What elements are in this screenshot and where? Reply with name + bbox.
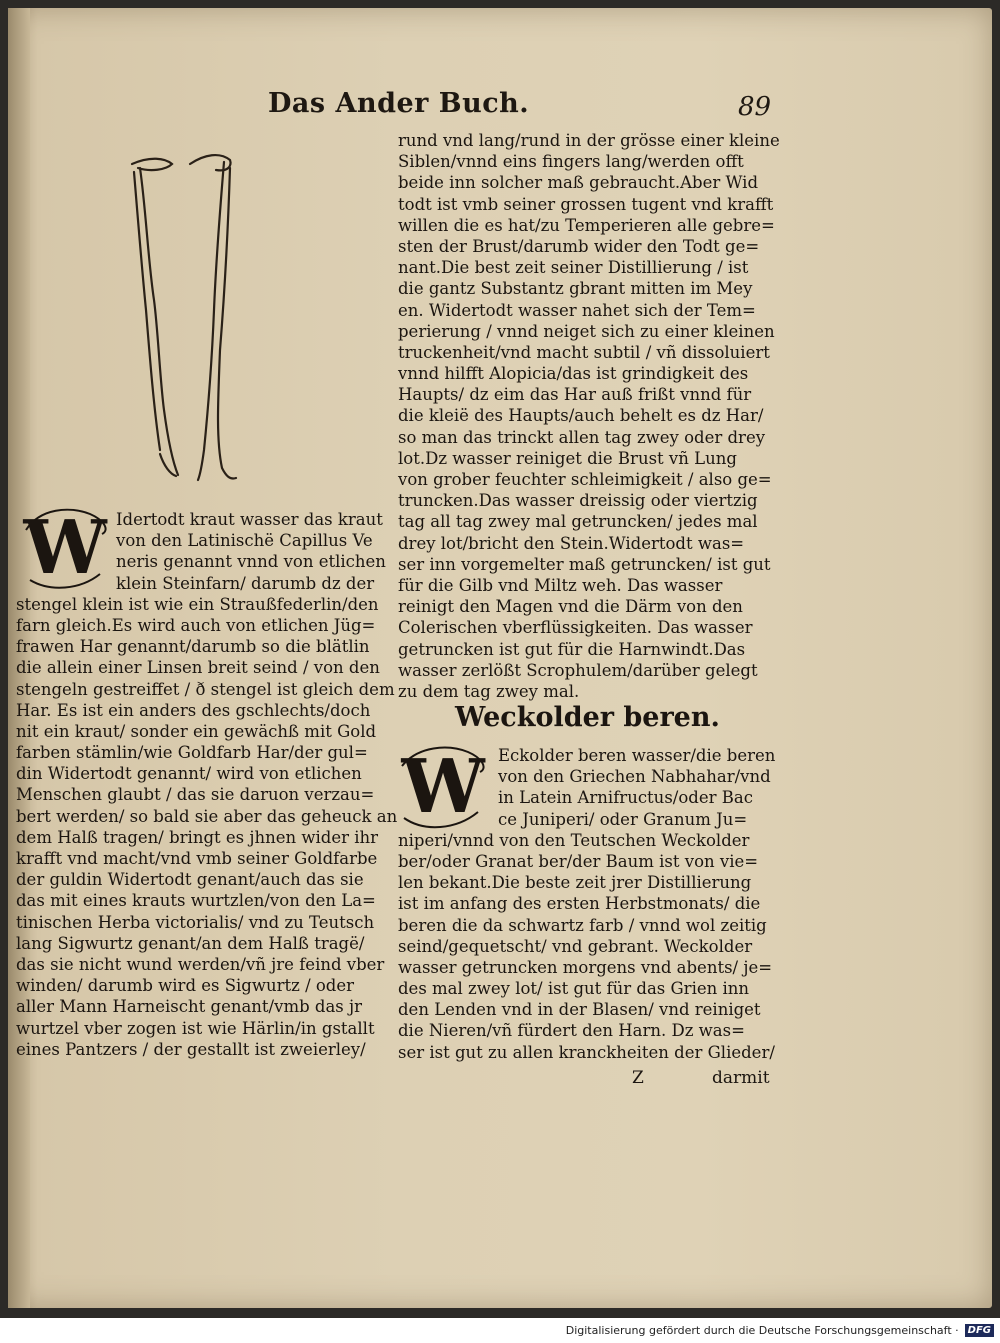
text-line: farben stämlin/wie Goldfarb Har/der gul=	[16, 743, 368, 763]
text-line: lang Sigwurtz genant/an dem Halß tragë/	[16, 933, 365, 953]
text-line: sten der Brust/darumb wider den Todt ge=	[398, 236, 760, 256]
text-line: ce Juniperi/ oder Granum Ju=	[498, 809, 748, 829]
text-line: dem Halß tragen/ bringt es jhnen wider ihr	[16, 827, 379, 847]
text-line: so man das trinckt allen tag zwey oder drey	[398, 427, 766, 447]
text-line: krafft vnd macht/vnd vmb seiner Goldfarbe	[16, 849, 378, 868]
signature-mark: Z	[632, 1068, 644, 1088]
text-line: din Widertodt genannt/ wird von etlichen	[16, 764, 362, 784]
section-heading: Weckolder beren.	[455, 702, 720, 733]
text-line: wurtzel vber zogen ist wie Härlin/in gstallt	[16, 1018, 375, 1038]
plant-woodcut-illustration	[120, 150, 250, 485]
text-line: neris genannt vnnd von etlichen	[116, 552, 386, 572]
text-line: wasser getruncken morgens vnd abents/ je=	[398, 957, 773, 977]
digitization-footer	[566, 1321, 994, 1339]
text-line: das mit eines krauts wurtzlen/von den La=	[16, 891, 376, 911]
text-line: klein Steinfarn/ darumb dz der	[116, 573, 375, 593]
text-line: perierung / vnnd neiget sich zu einer kleinen	[398, 321, 775, 341]
page-number: 89	[738, 92, 772, 122]
text-line: die gantz Substantz gbrant mitten im Mey	[398, 279, 753, 299]
text-line: todt ist vmb seiner grossen tugent vnd krafft	[398, 194, 774, 214]
text-line: das sie nicht wund werden/vñ jre feind vber	[16, 954, 385, 974]
text-line: für die Gilb vnd Miltz weh. Das wasser	[398, 575, 723, 595]
text-line: rund vnd lang/rund in der grösse einer kleine	[398, 131, 780, 150]
text-line: zu dem tag zwey mal.	[398, 681, 580, 701]
text-line: Colerischen vberflüssigkeiten. Das wasser	[398, 618, 753, 638]
catchword: darmit	[712, 1068, 770, 1088]
text-line: winden/ darumb wird es Sigwurtz / oder	[16, 976, 355, 996]
text-line: eines Pantzers / der gestallt ist zweierley/	[16, 1039, 366, 1059]
text-line: von den Latinischë Capillus Ve	[116, 531, 373, 551]
text-line: stengeln gestreiffet / ð stengel ist gleich dem	[16, 679, 395, 699]
text-line: beide inn solcher maß gebraucht.Aber Wid	[398, 173, 759, 193]
decorated-initial-w: W	[23, 505, 107, 591]
text-line: beren die da schwartz farb / vnnd wol zeitig	[398, 915, 767, 935]
text-line: willen die es hat/zu Temperieren alle gebre=	[398, 215, 775, 235]
running-title: Das Ander Buch.	[268, 88, 530, 119]
text-line: der guldin Widertodt genant/auch das sie	[16, 870, 364, 890]
text-line: ser ist gut zu allen kranckheiten der Glieder/	[398, 1042, 775, 1062]
text-line: von den Griechen Nabhahar/vnd	[498, 767, 771, 787]
text-line: den Lenden vnd in der Blasen/ vnd reiniget	[398, 1000, 761, 1020]
text-line: seind/gequetscht/ vnd gebrant. Weckolder	[398, 936, 753, 956]
left-column-text	[16, 509, 397, 1060]
text-line: len bekant.Die beste zeit jrer Distillierung	[398, 873, 752, 893]
text-line: bert werden/ so bald sie aber das geheuck an	[16, 806, 398, 826]
text-line: Eckolder beren wasser/die beren	[498, 746, 776, 765]
text-line: vnnd hilfft Alopicia/das ist grindigkeit des	[398, 364, 749, 384]
footer-credit-text: Digitalisierung gefördert durch die Deutsche Forschungsgemeinschaft ·	[565, 1323, 959, 1337]
text-line: ber/oder Granat ber/der Baum ist von vie=	[398, 851, 759, 871]
text-line: en. Widertodt wasser nahet sich der Tem=	[398, 300, 756, 320]
text-line: aller Mann Harneischt genant/vmb das jr	[16, 997, 363, 1017]
text-line: nit ein kraut/ sonder ein gewächß mit Gold	[16, 721, 377, 741]
text-line: von grober feuchter schleimigkeit / also ge=	[398, 470, 772, 489]
text-line: die allein einer Linsen breit seind / von den	[16, 658, 380, 678]
text-line: Haupts/ dz eim das Har auß frißt vnnd für	[398, 385, 752, 405]
right-column-text-top	[398, 130, 780, 702]
text-line: die kleië des Haupts/auch behelt es dz Har/	[398, 406, 764, 426]
text-line: drey lot/bricht den Stein.Widertodt was=	[398, 533, 745, 553]
text-line: die Nieren/vñ fürdert den Harn. Dz was=	[398, 1021, 745, 1041]
text-line: reinigt den Magen vnd die Därm von den	[398, 597, 743, 617]
text-line: truckenheit/vnd macht subtil / vñ dissoluiert	[398, 342, 770, 362]
text-line: wasser zerlößt Scrophulem/darüber gelegt	[398, 660, 758, 680]
text-line: lot.Dz wasser reiniget die Brust vñ Lung	[398, 448, 737, 468]
decorated-initial-w: W	[401, 744, 485, 830]
text-line: ser inn vorgemelter maß getruncken/ ist gut	[398, 554, 771, 574]
text-line: truncken.Das wasser dreissig oder viertzig	[398, 491, 758, 511]
text-line: tinischen Herba victorialis/ vnd zu Teutsch	[16, 912, 375, 932]
text-line: des mal zwey lot/ ist gut für das Grien inn	[398, 979, 750, 999]
text-line: Idertodt kraut wasser das kraut	[116, 510, 383, 529]
text-line: ist im anfang des ersten Herbstmonats/ die	[398, 894, 761, 914]
text-line: farn gleich.Es wird auch von etlichen Jüg=	[16, 615, 376, 635]
text-line: nant.Die best zeit seiner Distillierung / ist	[398, 258, 749, 278]
text-line: in Latein Arnifructus/oder Bac	[498, 788, 753, 808]
dfg-logo: DFG	[965, 1324, 994, 1337]
text-line: niperi/vnnd von den Teutschen Weckolder	[398, 830, 750, 850]
text-line: getruncken ist gut für die Harnwindt.Das	[398, 639, 746, 659]
right-column-text-bottom	[398, 745, 775, 1063]
text-line: Har. Es ist ein anders des gschlechts/doch	[16, 700, 371, 720]
text-line: frawen Har genannt/darumb so die blätlin	[16, 637, 370, 657]
text-line: stengel klein ist wie ein Straußfederlin/den	[16, 594, 379, 614]
text-line: Menschen glaubt / das sie daruon verzau=	[16, 785, 375, 805]
text-line: tag all tag zwey mal getruncken/ jedes mal	[398, 512, 758, 532]
text-line: Siblen/vnnd eins fingers lang/werden offt	[398, 152, 744, 172]
